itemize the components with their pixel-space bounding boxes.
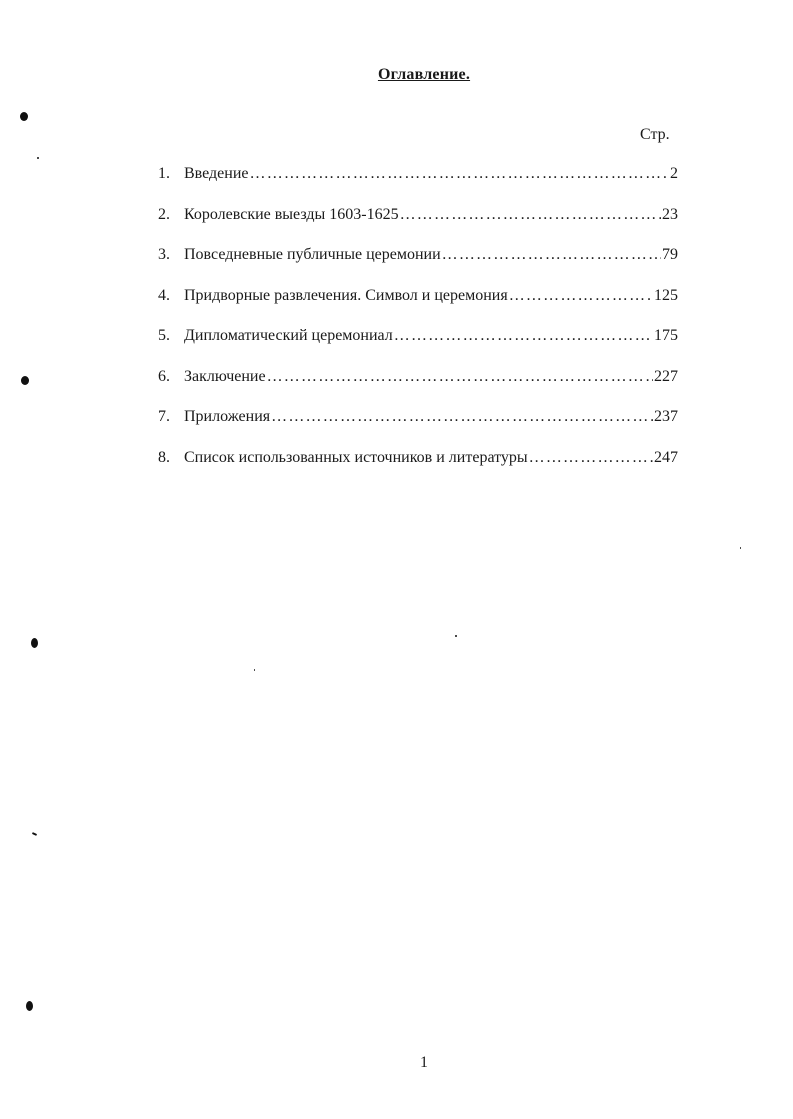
toc-dot-leader — [250, 165, 670, 183]
toc-dot-leader — [394, 327, 653, 345]
toc-entry — [158, 408, 678, 449]
toc-entry-number: 2. — [158, 205, 170, 223]
page-number: 1 — [420, 1054, 428, 1071]
scan-speck — [21, 376, 29, 385]
toc-entry-title: Королевские выезды 1603-1625 — [184, 205, 399, 223]
toc-entry — [158, 246, 678, 287]
toc-entry-page: 247 — [654, 448, 678, 466]
scan-speck — [455, 635, 457, 637]
toc-entry — [158, 287, 678, 328]
toc-dot-leader — [509, 287, 653, 305]
page-column-header: Стр. — [640, 126, 670, 143]
toc-entry-page: 227 — [654, 367, 678, 385]
toc-dot-leader — [400, 206, 661, 224]
scan-speck — [32, 832, 37, 836]
toc-entry-title: Введение — [184, 165, 249, 182]
toc-entry — [158, 206, 678, 247]
table-of-contents — [158, 165, 678, 489]
toc-entry-title: Повседневные публичные церемонии — [184, 246, 441, 263]
toc-entry-number: 4. — [158, 286, 170, 304]
toc-entry-title: Заключение — [184, 367, 266, 385]
toc-entry-page: 175 — [654, 327, 678, 344]
toc-entry-title: Приложения — [184, 408, 271, 425]
toc-entry-number: 7. — [158, 408, 170, 425]
toc-dot-leader — [267, 368, 653, 386]
toc-dot-leader — [529, 449, 653, 467]
toc-entry-number: 8. — [158, 448, 170, 466]
toc-dot-leader — [442, 246, 661, 264]
toc-entry-page: 237 — [654, 408, 678, 425]
scan-speck — [26, 1001, 33, 1011]
document-title: Оглавление. — [377, 66, 471, 83]
toc-entry-title: Придворные развлечения. Символ и церемония — [184, 286, 508, 304]
toc-entry-title: Список использованных источников и литературы — [184, 448, 528, 466]
scan-speck — [31, 638, 38, 648]
toc-entry — [158, 327, 678, 368]
scan-speck — [254, 669, 255, 671]
toc-entry-page: 125 — [654, 286, 678, 304]
toc-entry-page: 2 — [670, 165, 678, 182]
toc-entry-page: 79 — [662, 246, 678, 263]
toc-entry-number: 6. — [158, 367, 170, 385]
toc-entry — [158, 165, 678, 206]
toc-dot-leader — [271, 408, 653, 426]
scan-speck — [740, 547, 741, 549]
scan-speck — [20, 112, 28, 121]
toc-entry — [158, 449, 678, 490]
toc-entry-number: 3. — [158, 246, 170, 263]
toc-entry-page: 23 — [662, 205, 678, 223]
scan-speck — [37, 157, 39, 159]
toc-entry — [158, 368, 678, 409]
toc-entry-number: 1. — [158, 165, 170, 182]
toc-entry-title: Дипломатический церемониал — [184, 327, 393, 344]
toc-entry-number: 5. — [158, 327, 170, 344]
